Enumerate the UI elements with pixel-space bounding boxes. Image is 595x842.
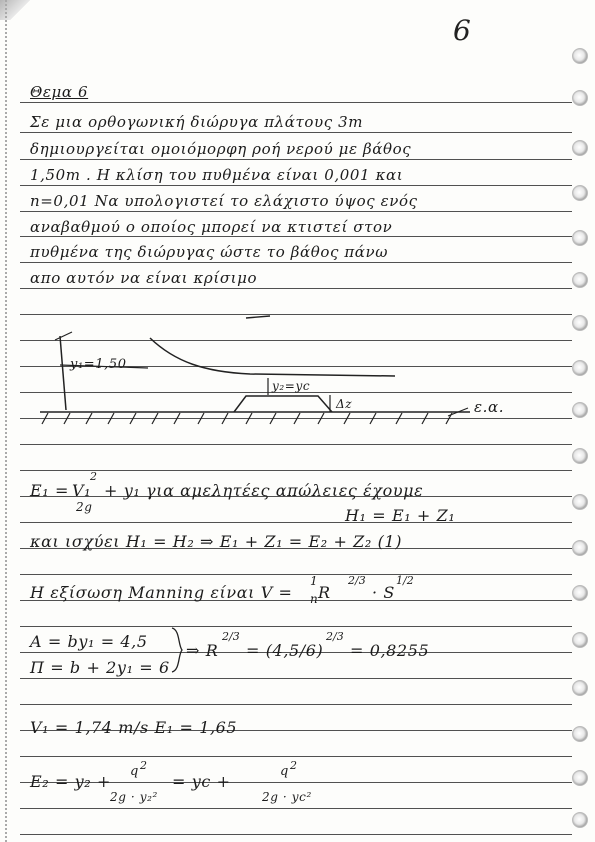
v1-e1-results: V₁ = 1,74 m/s E₁ = 1,65 — [30, 718, 238, 737]
problem-line: αναβαθμού ο οποίος μπορεί να κτιστεί στον — [30, 218, 393, 236]
manning-frac-den: n — [310, 592, 319, 606]
problem-line: 1,50m . Η κλίση του πυθμένα είναι 0,001 και — [30, 166, 404, 184]
y1-label: y₁=1,50 — [70, 357, 127, 372]
manning-s: · S — [372, 583, 395, 602]
r-calc: = (4,5/6) — [246, 641, 324, 660]
manning-s-exp: 1/2 — [396, 574, 414, 587]
h1-line: H₁ = E₁ + Z₁ — [345, 506, 456, 525]
v1-term: V₁ — [72, 481, 92, 500]
problem-line: n=0,01 Να υπολογιστεί το ελάχιστο ύψος ενός — [30, 192, 418, 210]
e2-num1-exp: 2 — [140, 759, 147, 772]
manning-text: Η εξίσωση Manning είναι V = — [30, 583, 293, 602]
page-number: 6 — [453, 14, 471, 47]
v1-denominator: 2g — [76, 500, 93, 514]
datum-label: ε.α. — [474, 398, 505, 416]
problem-line: Σε μια ορθογωνική διώρυγα πλάτους 3m — [30, 113, 364, 131]
e2-num2-exp: 2 — [290, 759, 297, 772]
dz-label: Δz — [336, 397, 353, 411]
e2-num2: q — [280, 764, 289, 779]
problem-line: απο αυτόν να είναι κρίσιμο — [30, 269, 258, 287]
v1-exponent: 2 — [90, 470, 97, 483]
e2-mid: = yc + — [172, 772, 231, 791]
r-exp: 2/3 — [222, 630, 240, 643]
e2-lhs: E₂ = y₂ + — [30, 772, 112, 791]
r-calc-exp: 2/3 — [326, 630, 344, 643]
e2-den2: 2g · yc² — [262, 790, 312, 804]
r-value: = 0,8255 — [350, 641, 430, 660]
e2-num1: q — [130, 764, 139, 779]
e2-den1: 2g · y₂² — [110, 790, 158, 804]
problem-line: δημιουργείται ομοιόμορφη ροή νερού με βάθος — [30, 140, 412, 158]
manning-r: R — [318, 583, 331, 602]
problem-line: πυθμένα της διώρυγας ώστε το βάθος πάνω — [30, 243, 389, 261]
e1-lhs: E₁ = — [30, 481, 69, 500]
manning-r-exp: 2/3 — [348, 574, 366, 587]
problem-title: Θεμα 6 — [30, 83, 89, 101]
manning-frac-num: 1 — [310, 574, 319, 588]
perimeter-line: Π = b + 2y₁ = 6 — [30, 658, 170, 677]
area-line: A = by₁ = 4,5 — [30, 632, 148, 651]
y2-label: y₂=yc — [272, 379, 311, 393]
e1-rest: + y₁ για αμελητέες απώλειες έχουμε — [104, 481, 424, 500]
r-arrow: ⇒ R — [186, 641, 219, 660]
energy-equation: και ισχύει H₁ = H₂ ⇒ E₁ + Z₁ = E₂ + Z₂ (1) — [30, 532, 403, 551]
